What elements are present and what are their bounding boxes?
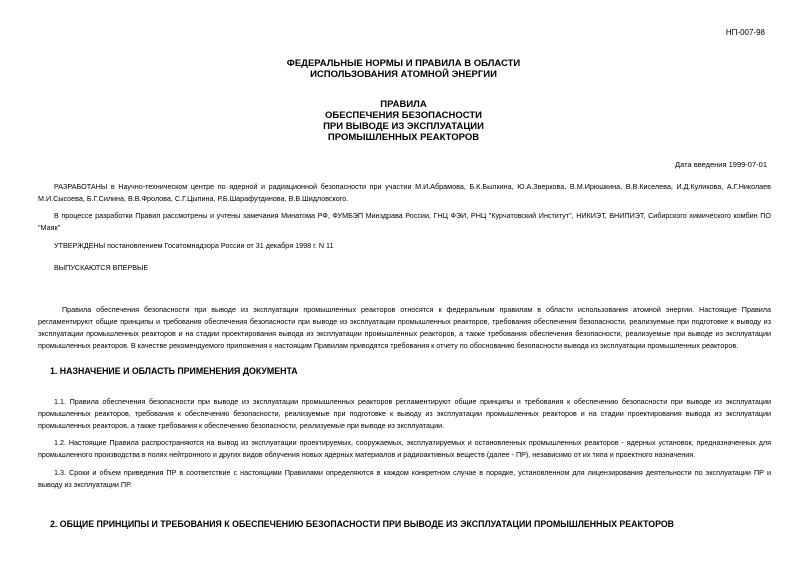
document-title [0,99,807,143]
preamble-paragraph: Правила обеспечения безопасности при выводе из эксплуатации промышленных реакторов относятся к федеральным правилам в области использования атомной энергии. Настоящие Правила регламентируют общие принципы и требования обеспечения безопасности при выводе из эксплуатации промышленных реакторов, требования обеспечения безопасности, реализуемые при подготовке к выводу из эксплуатации промышленных реакторов и на стадии проектирования вывода из эксплуатации промышленных реакторов, а также требования обеспечения безопасности, реализуемые при выводе из эксплуатации промышленных реакторов. В качестве рекомендуемого приложения к настоящим Правилам приводятся требования к отчету по обоснованию безопасности вывода из эксплуатации промышленных реакторов. [38,305,771,350]
section-2-title: 2. ОБЩИЕ ПРИНЦИПЫ И ТРЕБОВАНИЯ К ОБЕСПЕЧЕНИЮ БЕЗОПАСНОСТИ ПРИ ВЫВОДЕ ИЗ ЭКСПЛУАТАЦИИ ПРОМЫШЛЕННЫХ РЕАКТОРОВ [50,519,675,529]
document-title-line: ОБЕСПЕЧЕНИЯ БЕЗОПАСНОСТИ [325,110,482,121]
federal-heading [0,58,807,80]
federal-heading-line: ФЕДЕРАЛЬНЫЕ НОРМЫ И ПРАВИЛА В ОБЛАСТИ [286,58,521,69]
document-title-line: ПРАВИЛА [380,99,427,110]
introduction-date: Дата введения 1999-07-01 [675,160,767,169]
first-issue-note: ВЫПУСКАЮТСЯ ВПЕРВЫЕ [54,263,149,272]
document-code: НП-007-98 [725,28,765,37]
federal-heading-line: ИСПОЛЬЗОВАНИЯ АТОМНОЙ ЭНЕРГИИ [310,69,497,80]
developers-paragraph: РАЗРАБОТАНЫ в Научно-техническом центре по ядерной и радиационной безопасности при участии М.И.Абрамова, Б.К.Былкина, Ю.А.Зверкова, В.М.Ирюшкина, В.В.Киселева, И.Д.Куликова, А.Г.Николаев М.И.Сысоева, Б.Г.Силина, В.В.Фролова, С.Г.Цыпина, Р.Б.Шарафутдинова, В.В.Шидловского. [38,182,771,203]
document-title-line: ПРОМЫШЛЕННЫХ РЕАКТОРОВ [327,132,480,143]
clause-1-2: 1.2. Настоящие Правила распространяются на вывод из эксплуатации проектируемых, сооружаемых, эксплуатируемых и остановленных промышленных реакторов - ядерных установок, предназначенных для промышленного производства в полях нейтронного и других видов облучения новых ядерных материалов и радиоактивных веществ (далее - ПР), независимо от их типа и проектного назначения. [38,438,771,459]
review-paragraph: В процессе разработки Правил рассмотрены и учтены замечания Минатома РФ, ФУМБЭП Минздрава России, ГНЦ ФЭИ, РНЦ "Курчатовский Институт", НИКИЭТ, ВНИПИЭТ, Сибирского химического комбин ПО "Маяк" [38,211,771,232]
clause-1-1: 1.1. Правила обеспечения безопасности при выводе из эксплуатации промышленных реакторов регламентируют общие принципы и требования к обеспечению безопасности при выводе из эксплуатации промышленных реакторов, требования к обеспечению безопасности, реализуемые при подготовке к выводу из эксплуатации промышленных реакторов и на стадии проектирования вывода из эксплуатации промышленных реакторов, а также требования к обеспечению безопасности, реализуемые при выводе из эксплуатации. [38,397,771,430]
approval-paragraph: УТВЕРЖДЕНЫ постановлением Госатомнадзора России от 31 декабря 1998 г. N 11 [54,241,334,250]
section-1-title: 1. НАЗНАЧЕНИЕ И ОБЛАСТЬ ПРИМЕНЕНИЯ ДОКУМЕНТА [50,366,298,376]
document-title-line: ПРИ ВЫВОДЕ ИЗ ЭКСПЛУАТАЦИИ [323,121,484,132]
clause-1-3: 1.3. Сроки и объем приведения ПР в соответствие с настоящими Правилами определяются в каждом конкретном случае в порядке, установленном для лицензирования деятельности по эксплуатации ПР и выводу из эксплуатации ПР. [38,468,771,489]
